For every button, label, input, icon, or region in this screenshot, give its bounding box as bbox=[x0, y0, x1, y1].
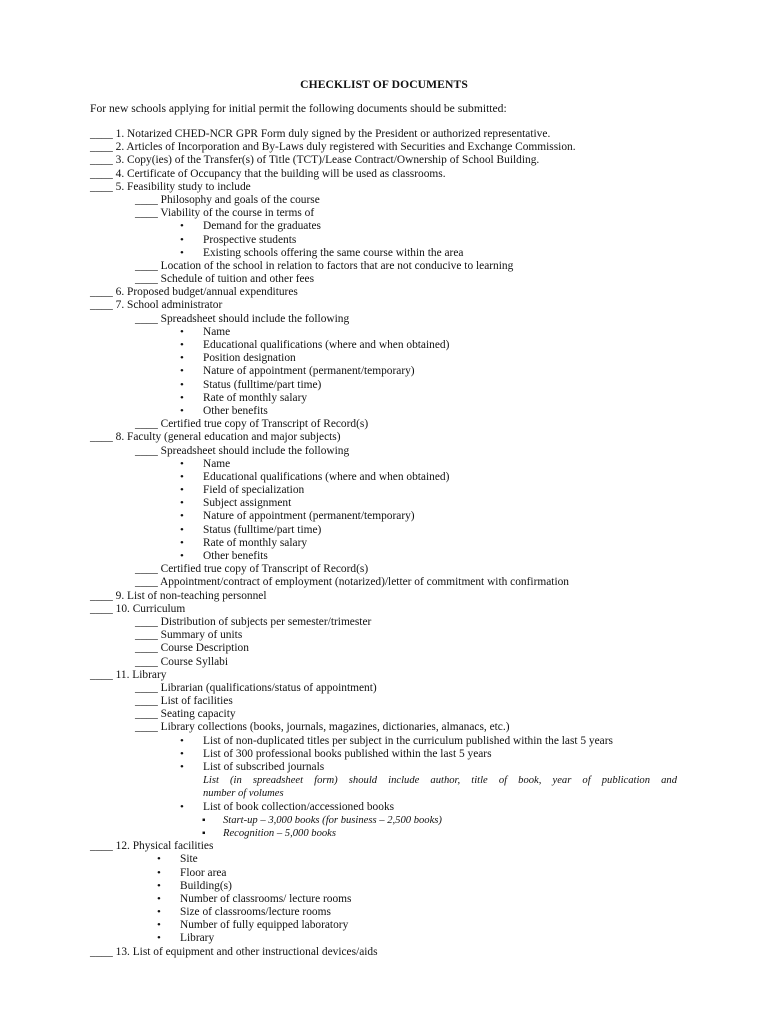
checklist-item: ____ 10. Curriculum bbox=[90, 602, 186, 615]
checklist-item: ____ Distribution of subjects per semester/trimester bbox=[135, 615, 372, 628]
checklist-item: ____ List of facilities bbox=[135, 695, 233, 708]
checklist-item: ____ Appointment/contract of employment (notarized)/letter of commitment with confirmation bbox=[135, 576, 569, 589]
bullet-item: • Other benefits bbox=[90, 550, 690, 563]
bullet-item: • Floor area bbox=[90, 867, 690, 880]
checklist-item: ____ 9. List of non-teaching personnel bbox=[90, 589, 267, 602]
checklist-item: ____ Certified true copy of Transcript of Record(s) bbox=[135, 563, 369, 576]
checklist-item: ____ Certified true copy of Transcript of Record(s) bbox=[135, 418, 369, 431]
bullet-item: • Library bbox=[90, 932, 690, 945]
checklist-item: ____ Course Description bbox=[135, 642, 249, 655]
bullet-item: • Prospective students bbox=[90, 234, 690, 247]
checklist bbox=[90, 128, 690, 959]
bullet-item: • Nature of appointment (permanent/temporary) bbox=[90, 510, 690, 523]
bullet-item: • List of non-duplicated titles per subject in the curriculum published within the last 5 years bbox=[90, 735, 690, 748]
checklist-item: ____ Location of the school in relation to factors that are not conducive to learning bbox=[135, 259, 514, 272]
bullet-item: • Position designation bbox=[90, 352, 690, 365]
note-text: number of volumes bbox=[203, 788, 284, 800]
checklist-item: ____ Philosophy and goals of the course bbox=[135, 193, 320, 206]
bullet-item: • List of subscribed journals bbox=[90, 761, 690, 774]
bullet-item: • Number of fully equipped laboratory bbox=[90, 919, 690, 932]
bullet-item: • Other benefits bbox=[90, 405, 690, 418]
bullet-item: ▪ Start-up – 3,000 books (for business – 2,500 books) bbox=[90, 814, 690, 827]
bullet-item: • Rate of monthly salary bbox=[90, 392, 690, 405]
bullet-item: • Site bbox=[90, 853, 690, 866]
checklist-item: ____ 13. List of equipment and other instructional devices/aids bbox=[90, 945, 378, 958]
bullet-item: • Name bbox=[90, 458, 690, 471]
bullet-item: • Status (fulltime/part time) bbox=[90, 524, 690, 537]
checklist-item: ____ Seating capacity bbox=[135, 708, 236, 721]
checklist-item: ____ 12. Physical facilities bbox=[90, 840, 214, 853]
bullet-item: • Number of classrooms/ lecture rooms bbox=[90, 893, 690, 906]
checklist-item: ____ 8. Faculty (general education and major subjects) bbox=[90, 431, 341, 444]
checklist-item: ____ Course Syllabi bbox=[135, 655, 229, 668]
checklist-item: ____ 7. School administrator bbox=[90, 299, 223, 312]
checklist-item: ____ 1. Notarized CHED-NCR GPR Form duly signed by the President or authorized representative. bbox=[90, 128, 551, 140]
bullet-item: • List of 300 professional books published within the last 5 years bbox=[90, 748, 690, 761]
checklist-item: ____ Spreadsheet should include the following bbox=[135, 444, 350, 457]
bullet-item: • List of book collection/accessioned books bbox=[90, 801, 690, 814]
bullet-item: • Building(s) bbox=[90, 880, 690, 893]
bullet-item: • Educational qualifications (where and when obtained) bbox=[90, 471, 690, 484]
checklist-item: ____ Spreadsheet should include the following bbox=[135, 312, 350, 325]
bullet-item: • Rate of monthly salary bbox=[90, 537, 690, 550]
bullet-item: • Status (fulltime/part time) bbox=[90, 379, 690, 392]
bullet-item: • Size of classrooms/lecture rooms bbox=[90, 906, 690, 919]
bullet-item: • Demand for the graduates bbox=[90, 220, 690, 233]
bullet-item: • Nature of appointment (permanent/temporary) bbox=[90, 365, 690, 378]
bullet-item: • Educational qualifications (where and when obtained) bbox=[90, 339, 690, 352]
checklist-item: ____ 3. Copy(ies) of the Transfer(s) of Title (TCT)/Lease Contract/Ownership of School Building. bbox=[90, 154, 540, 167]
bullet-item: • Field of specialization bbox=[90, 484, 690, 497]
intro-text: For new schools applying for initial permit the following documents should be submitted: bbox=[90, 102, 507, 115]
bullet-item: ▪ Recognition – 5,000 books bbox=[90, 827, 690, 840]
checklist-item: ____ 5. Feasibility study to include bbox=[90, 180, 251, 193]
checklist-item: ____ Viability of the course in terms of bbox=[135, 207, 315, 220]
checklist-item: ____ 4. Certificate of Occupancy that the building will be used as classrooms. bbox=[90, 167, 446, 180]
checklist-item: ____ Summary of units bbox=[135, 629, 243, 642]
checklist-item: ____ 6. Proposed budget/annual expenditures bbox=[90, 286, 298, 299]
checklist-item: ____ 2. Articles of Incorporation and By-Laws duly registered with Securities and Exchange Commission. bbox=[90, 141, 576, 154]
document-title: CHECKLIST OF DOCUMENTS bbox=[300, 78, 468, 91]
bullet-item: • Name bbox=[90, 326, 690, 339]
checklist-item: ____ Library collections (books, journals, magazines, dictionaries, almanacs, etc.) bbox=[135, 721, 510, 734]
bullet-item: • Subject assignment bbox=[90, 497, 690, 510]
bullet-item: • Existing schools offering the same course within the area bbox=[90, 247, 690, 260]
note-text: List (in spreadsheet form) should include author, title of book, year of publication and bbox=[203, 775, 677, 787]
checklist-item: ____ Librarian (qualifications/status of appointment) bbox=[135, 681, 377, 694]
checklist-item: ____ Schedule of tuition and other fees bbox=[135, 273, 315, 286]
checklist-item: ____ 11. Library bbox=[90, 668, 167, 681]
